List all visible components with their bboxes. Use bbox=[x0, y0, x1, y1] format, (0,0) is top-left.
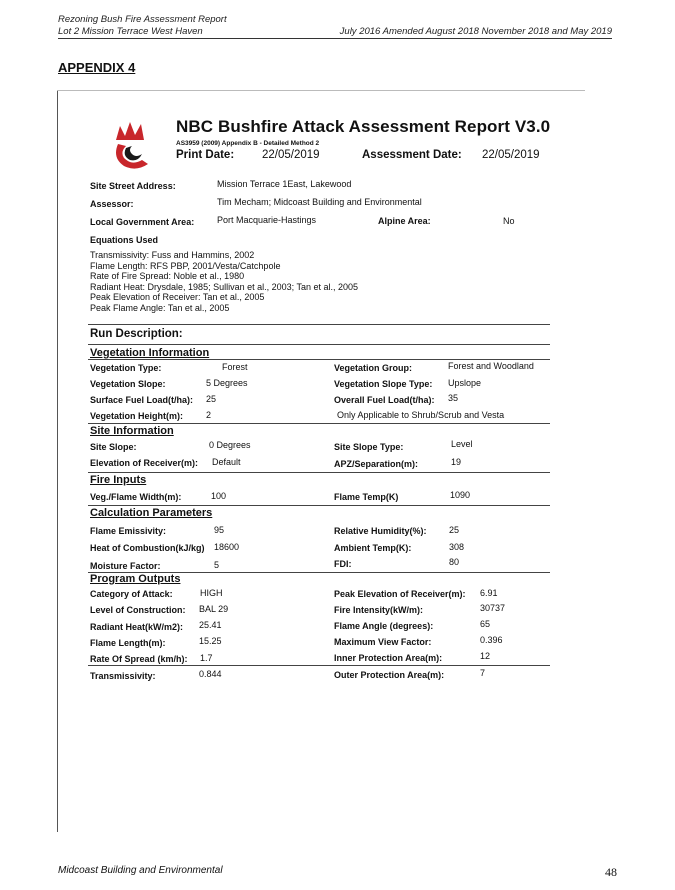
veg-group-value: Forest and Woodland bbox=[448, 361, 534, 371]
veg-height-note: Only Applicable to Shrub/Scrub and Vesta bbox=[337, 410, 505, 420]
flame-width-value: 100 bbox=[211, 491, 227, 501]
equation-line: Radiant Heat: Drysdale, 1985; Sullivan et al., 2003; Tan et al., 2005 bbox=[90, 281, 359, 292]
flame-temp-label: Flame Temp(K) bbox=[334, 492, 399, 502]
header-rule bbox=[58, 38, 612, 39]
flame-length-value: 15.25 bbox=[199, 636, 222, 646]
veg-group-label: Vegetation Group: bbox=[334, 363, 413, 373]
view-factor-value: 0.396 bbox=[480, 635, 503, 645]
divider bbox=[88, 359, 550, 360]
flame-length-label: Flame Length(m): bbox=[90, 638, 166, 648]
outputs-heading: Program Outputs bbox=[90, 573, 181, 585]
appendix-title: APPENDIX 4 bbox=[58, 60, 136, 75]
combustion-label: Heat of Combustion(kJ/kg) bbox=[90, 543, 205, 553]
flame-angle-label: Flame Angle (degrees): bbox=[334, 621, 434, 631]
ambient-value: 308 bbox=[449, 542, 465, 552]
moisture-label: Moisture Factor: bbox=[90, 561, 161, 571]
alpine-label: Alpine Area: bbox=[378, 216, 431, 226]
surface-fuel-label: Surface Fuel Load(t/ha): bbox=[90, 395, 194, 405]
divider bbox=[88, 505, 550, 506]
surface-fuel-value: 25 bbox=[206, 394, 217, 404]
equations-list bbox=[90, 250, 358, 314]
veg-height-value: 2 bbox=[206, 410, 212, 420]
footer-company: Midcoast Building and Environmental bbox=[58, 865, 223, 876]
overall-fuel-label: Overall Fuel Load(t/ha): bbox=[334, 395, 435, 405]
header-dates: July 2016 Amended August 2018 November 2018 and May 2019 bbox=[339, 26, 612, 37]
category-value: HIGH bbox=[200, 588, 223, 598]
fdi-label: FDI: bbox=[334, 559, 352, 569]
header-location: Lot 2 Mission Terrace West Haven bbox=[58, 26, 203, 37]
lga-value: Port Macquarie-Hastings bbox=[217, 215, 317, 225]
veg-type-value: Forest bbox=[222, 362, 248, 372]
assessor-label: Assessor: bbox=[90, 199, 134, 209]
moisture-value: 5 bbox=[214, 560, 220, 570]
flame-logo-icon bbox=[108, 118, 160, 172]
print-date-label: Print Date: bbox=[176, 149, 235, 161]
humidity-label: Relative Humidity(%): bbox=[334, 526, 427, 536]
scan-border-top bbox=[57, 90, 585, 91]
flame-width-label: Veg./Flame Width(m): bbox=[90, 492, 182, 502]
veg-slope-label: Vegetation Slope: bbox=[90, 379, 166, 389]
page-number: 48 bbox=[605, 865, 617, 879]
apz-label: APZ/Separation(m): bbox=[334, 459, 419, 469]
view-factor-label: Maximum View Factor: bbox=[334, 637, 432, 647]
transmissivity-value: 0.844 bbox=[199, 669, 222, 679]
emissivity-value: 95 bbox=[214, 525, 225, 535]
emissivity-label: Flame Emissivity: bbox=[90, 526, 167, 536]
assessment-date-label: Assessment Date: bbox=[362, 149, 462, 161]
fire-inputs-heading: Fire Inputs bbox=[90, 474, 147, 486]
print-date: 22/05/2019 bbox=[262, 149, 320, 161]
assessment-date: 22/05/2019 bbox=[482, 149, 540, 161]
divider bbox=[88, 665, 550, 666]
site-slope-type-label: Site Slope Type: bbox=[334, 442, 404, 452]
spread-value: 1.7 bbox=[200, 653, 213, 663]
inner-value: 12 bbox=[480, 651, 491, 661]
spread-label: Rate Of Spread (km/h): bbox=[90, 654, 188, 664]
transmissivity-label: Transmissivity: bbox=[90, 671, 156, 681]
vegetation-heading: Vegetation Information bbox=[90, 347, 210, 359]
nbc-logo bbox=[108, 118, 160, 172]
equation-line: Peak Flame Angle: Tan et al., 2005 bbox=[90, 302, 230, 313]
peak-elev-label: Peak Elevation of Receiver(m): bbox=[334, 589, 466, 599]
inner-label: Inner Protection Area(m): bbox=[334, 653, 443, 663]
apz-value: 19 bbox=[451, 457, 462, 467]
divider bbox=[88, 423, 550, 424]
equations-heading: Equations Used bbox=[90, 235, 159, 245]
intensity-value: 30737 bbox=[480, 603, 506, 613]
combustion-value: 18600 bbox=[214, 542, 240, 552]
flame-temp-value: 1090 bbox=[450, 490, 471, 500]
flame-angle-value: 65 bbox=[480, 619, 491, 629]
elevation-value: Default bbox=[212, 457, 241, 467]
site-info-heading: Site Information bbox=[90, 425, 174, 437]
run-description-label: Run Description: bbox=[90, 328, 183, 340]
veg-slope-type-value: Upslope bbox=[448, 378, 482, 388]
veg-type-label: Vegetation Type: bbox=[90, 363, 162, 373]
equation-line: Flame Length: RFS PBP, 2001/Vesta/Catchpole bbox=[90, 260, 281, 271]
peak-elev-value: 6.91 bbox=[480, 588, 498, 598]
scan-border bbox=[57, 90, 58, 832]
veg-height-label: Vegetation Height(m): bbox=[90, 411, 184, 421]
veg-slope-value: 5 Degrees bbox=[206, 378, 248, 388]
equation-line: Rate of Fire Spread: Noble et al., 1980 bbox=[90, 271, 245, 282]
ambient-label: Ambient Temp(K): bbox=[334, 543, 412, 553]
construction-value: BAL 29 bbox=[199, 604, 229, 614]
calc-heading: Calculation Parameters bbox=[90, 507, 213, 519]
outer-label: Outer Protection Area(m): bbox=[334, 670, 445, 680]
lga-label: Local Government Area: bbox=[90, 217, 195, 227]
elevation-label: Elevation of Receiver(m): bbox=[90, 458, 199, 468]
construction-label: Level of Construction: bbox=[90, 605, 186, 615]
assessor-value: Tim Mecham; Midcoast Building and Environmental bbox=[217, 197, 422, 207]
report-title: NBC Bushfire Attack Assessment Report V3.0 bbox=[176, 117, 551, 136]
address-value: Mission Terrace 1East, Lakewood bbox=[217, 179, 352, 189]
site-slope-type-value: Level bbox=[451, 439, 473, 449]
radiant-label: Radiant Heat(kW/m2): bbox=[90, 622, 184, 632]
radiant-value: 25.41 bbox=[199, 620, 222, 630]
fdi-value: 80 bbox=[449, 557, 460, 567]
divider bbox=[88, 472, 550, 473]
overall-fuel-value: 35 bbox=[448, 393, 459, 403]
site-slope-label: Site Slope: bbox=[90, 442, 137, 452]
header-title: Rezoning Bush Fire Assessment Report bbox=[58, 14, 227, 25]
address-label: Site Street Address: bbox=[90, 181, 176, 191]
site-slope-value: 0 Degrees bbox=[209, 440, 251, 450]
outer-value: 7 bbox=[480, 668, 486, 678]
veg-slope-type-label: Vegetation Slope Type: bbox=[334, 379, 433, 389]
report-subtitle: AS3959 (2009) Appendix B - Detailed Method 2 bbox=[176, 140, 320, 147]
divider bbox=[88, 344, 550, 345]
divider bbox=[88, 324, 550, 325]
category-label: Category of Attack: bbox=[90, 589, 173, 599]
equation-line: Peak Elevation of Receiver: Tan et al., 2005 bbox=[90, 292, 265, 303]
equation-line: Transmissivity: Fuss and Hammins, 2002 bbox=[90, 250, 255, 260]
intensity-label: Fire Intensity(kW/m): bbox=[334, 605, 424, 615]
alpine-value: No bbox=[503, 216, 515, 226]
humidity-value: 25 bbox=[449, 525, 460, 535]
